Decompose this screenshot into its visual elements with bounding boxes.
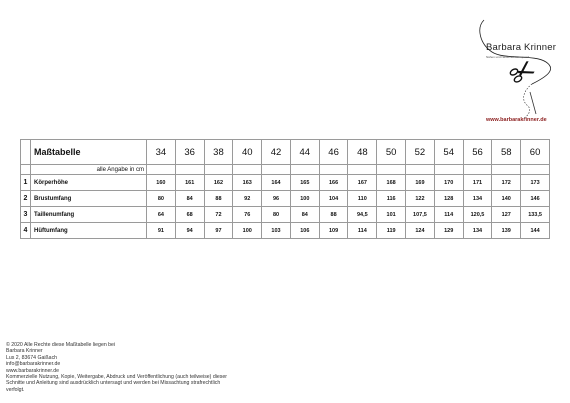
measurement-cell: 106 <box>290 223 319 239</box>
table-row <box>21 207 550 223</box>
size-56: 56 <box>463 140 492 165</box>
brand-logo <box>474 14 568 126</box>
measurement-cell: 92 <box>233 191 262 207</box>
measurement-cell: 144 <box>521 223 550 239</box>
measurement-cell: 134 <box>463 191 492 207</box>
measurement-cell: 171 <box>463 175 492 191</box>
measurement-cell: 134 <box>463 223 492 239</box>
measurement-cell: 128 <box>434 191 463 207</box>
measurement-cell: 160 <box>147 175 176 191</box>
measurement-cell: 129 <box>434 223 463 239</box>
header-empty-cell <box>21 140 31 165</box>
measurement-cell: 164 <box>262 175 291 191</box>
measurement-cell: 101 <box>377 207 406 223</box>
size-48: 48 <box>348 140 377 165</box>
measurement-cell: 68 <box>175 207 204 223</box>
row-number: 3 <box>21 207 31 223</box>
row-label: Brustumfang <box>31 191 147 207</box>
size-52: 52 <box>406 140 435 165</box>
footer-line: Barbara Krinner <box>6 348 43 355</box>
size-36: 36 <box>175 140 204 165</box>
table-row <box>21 175 550 191</box>
measurement-cell: 100 <box>233 223 262 239</box>
measurement-cell: 146 <box>521 191 550 207</box>
measurement-cell: 170 <box>434 175 463 191</box>
measurement-cell: 109 <box>319 223 348 239</box>
measurement-cell: 124 <box>406 223 435 239</box>
measurement-cell: 122 <box>406 191 435 207</box>
measurement-cell: 110 <box>348 191 377 207</box>
measurement-cell: 120,5 <box>463 207 492 223</box>
measurement-cell: 80 <box>262 207 291 223</box>
measurement-cell: 97 <box>204 223 233 239</box>
row-number: 1 <box>21 175 31 191</box>
table-row <box>21 191 550 207</box>
footer-line: Schnitte und Anleitung sind ausdrücklich untersagt und werden bei Missachtung strafrechtlich <box>6 380 221 387</box>
measurement-cell: 100 <box>290 191 319 207</box>
measurement-cell: 127 <box>492 207 521 223</box>
size-42: 42 <box>262 140 291 165</box>
table-title: Maßtabelle <box>31 140 147 165</box>
footer-line: Kommerzielle Nutzung, Kopie, Weitergabe, Abdruck und Veröffentlichung (auch teilweise) dieser <box>6 374 227 381</box>
row-number: 4 <box>21 223 31 239</box>
row-label: Taillenumfang <box>31 207 147 223</box>
measurement-cell: 72 <box>204 207 233 223</box>
size-46: 46 <box>319 140 348 165</box>
logo-url-link[interactable]: www.barbarakrinner.de <box>486 117 547 123</box>
measurement-cell: 84 <box>175 191 204 207</box>
footer-line: info@barbarakrinner.de <box>6 361 61 368</box>
measurement-cell: 116 <box>377 191 406 207</box>
measurement-cell: 96 <box>262 191 291 207</box>
measurement-cell: 140 <box>492 191 521 207</box>
size-40: 40 <box>233 140 262 165</box>
row-number: 2 <box>21 191 31 207</box>
measurement-cell: 103 <box>262 223 291 239</box>
measurement-cell: 94 <box>175 223 204 239</box>
measurement-cell: 172 <box>492 175 521 191</box>
measurement-cell: 84 <box>290 207 319 223</box>
footer-line: © 2020 Alle Rechte diese Maßtabelle liegen bei <box>6 342 116 348</box>
measurement-cell: 167 <box>348 175 377 191</box>
measurement-cell: 119 <box>377 223 406 239</box>
row-label: Hüftumfang <box>31 223 147 239</box>
measurement-cell: 76 <box>233 207 262 223</box>
footer-line: www.barbarakrinner.de <box>6 367 60 374</box>
scissors-thread-icon <box>474 14 568 126</box>
unit-empty-cell <box>21 165 31 175</box>
size-header-row <box>21 140 550 165</box>
measurement-cell: 165 <box>290 175 319 191</box>
measurement-cell: 161 <box>175 175 204 191</box>
size-34: 34 <box>147 140 176 165</box>
size-50: 50 <box>377 140 406 165</box>
row-label: Körperhöhe <box>31 175 147 191</box>
size-table <box>20 139 550 239</box>
measurement-cell: 169 <box>406 175 435 191</box>
measurement-cell: 88 <box>319 207 348 223</box>
unit-row <box>21 165 550 175</box>
logo-name: Barbara Krinner <box>486 42 557 53</box>
measurement-cell: 163 <box>233 175 262 191</box>
size-38: 38 <box>204 140 233 165</box>
measurement-cell: 64 <box>147 207 176 223</box>
measurement-cell: 162 <box>204 175 233 191</box>
size-60: 60 <box>521 140 550 165</box>
measurement-cell: 133,5 <box>521 207 550 223</box>
unit-note: alle Angabe in cm <box>31 165 147 175</box>
measurement-cell: 139 <box>492 223 521 239</box>
measurement-cell: 166 <box>319 175 348 191</box>
size-44: 44 <box>290 140 319 165</box>
footer-line: verfolgt. <box>6 386 25 393</box>
measurement-cell: 114 <box>348 223 377 239</box>
copyright-footer <box>6 342 426 393</box>
logo-tagline: Nähen und Nessmethodenportal <box>486 55 530 59</box>
measurement-cell: 80 <box>147 191 176 207</box>
measurement-cell: 88 <box>204 191 233 207</box>
footer-line: Lus 2, 83674 Gaißach <box>6 354 58 361</box>
measurement-cell: 114 <box>434 207 463 223</box>
size-58: 58 <box>492 140 521 165</box>
measurement-cell: 91 <box>147 223 176 239</box>
measurement-cell: 104 <box>319 191 348 207</box>
measurement-cell: 168 <box>377 175 406 191</box>
measurement-cell: 173 <box>521 175 550 191</box>
table-row <box>21 223 550 239</box>
measurement-cell: 94,5 <box>348 207 377 223</box>
measurement-cell: 107,5 <box>406 207 435 223</box>
size-54: 54 <box>434 140 463 165</box>
